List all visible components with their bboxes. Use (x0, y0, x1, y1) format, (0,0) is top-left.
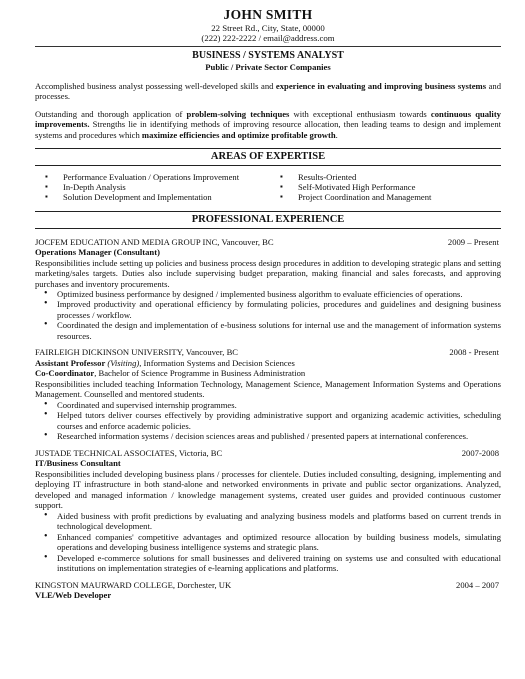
job-description: Responsibilities included teaching Information Technology, Management Science, Management Information Systems and Operations Management. Counselled and mentored students. (35, 378, 501, 400)
phone-email: (222) 222-2222 / email@address.com (201, 33, 335, 44)
job-dates: 2009 – Present (447, 236, 499, 247)
company: KINGSTON MAURWARD COLLEGE, Dorchester, UK (35, 579, 232, 590)
achievement-item: • Coordinated the design and implementation of e-business solutions for internal use and the management of information systems resources. (35, 320, 501, 341)
title-block (35, 50, 501, 73)
job-dates: 2007-2008 (461, 447, 499, 458)
job-dates: 2008 - Present (449, 347, 499, 358)
achievement-item: • Helped tutors deliver courses effectively by providing administrative support and organizing academic activities, scheduling courses and enforce academic policies. (35, 410, 501, 431)
expertise-item: ▪ Results-Oriented (280, 172, 431, 182)
resume-header (35, 8, 501, 44)
job-header (35, 448, 501, 458)
address: 22 Street Rd., City, State, 00000 (211, 22, 325, 33)
expertise-item: ▪ Performance Evaluation / Operations Improvement (45, 172, 280, 182)
resume-title: BUSINESS / SYSTEMS ANALYST (192, 49, 344, 61)
achievement-item: • Coordinated and supervised internship programmes. (35, 400, 501, 410)
achievement-item: • Improved productivity and operational efficiency by formulating policies, procedures and guidelines and designing business processes / workflow. (35, 299, 501, 320)
job-entry-kingston (35, 580, 501, 601)
header-divider (35, 46, 501, 47)
job-achievements (35, 289, 501, 341)
job-role: Assistant Professor (Visiting), Information Systems and Decision Sciences (35, 357, 295, 368)
achievement-item: • Optimized business performance by designed / implemented business algorithm to evaluate efficiencies of operations. (35, 289, 501, 299)
summary-paragraph-2: Outstanding and thorough application of problem-solving techniques with exceptional enthusiasm towards continuous quality improvements. Strengths lie in identifying methods of improving resource allocation, then leading teams to design and implement systems and procedures which maximize efficiencies and optimize profitable growth. (35, 108, 501, 140)
job-header (35, 347, 501, 357)
expertise-heading: AREAS OF EXPERTISE (35, 148, 501, 166)
company: JUSTADE TECHNICAL ASSOCIATES, Victoria, BC (35, 447, 223, 458)
expertise-column-1 (45, 172, 280, 203)
job-role: VLE/Web Developer (35, 590, 112, 601)
job-header (35, 580, 501, 590)
job-achievements (35, 400, 501, 442)
expertise-item: ▪ In-Depth Analysis (45, 182, 280, 192)
company: FAIRLEIGH DICKINSON UNIVERSITY, Vancouver, BC (35, 347, 239, 358)
expertise-item: ▪ Self-Motivated High Performance (280, 182, 431, 192)
job-header (35, 237, 501, 247)
job-description: Responsibilities included developing business plans / processes for clientele. Duties included consulting, designing, implementing and deploying IT infrastructure in both stand-alone and networked environments in private and public sector organizations. Analyzed, developed and managed information / knowledge management systems, created user guides and provided continuous customer support. (35, 468, 501, 511)
job-description: Responsibilities include setting up policies and business process design procedures in addition to developing strategic plans and setting marketing/sales targets. Duties also include supervising budget preparation, making financial and sales forecasts, and approving purchases and inventory procurements. (35, 257, 501, 289)
job-dates: 2004 – 2007 (456, 579, 499, 590)
candidate-name: JOHN SMITH (223, 7, 313, 22)
achievement-item: • Aided business with profit predictions by evaluating and analyzing business models and platforms based on current trends in technological development. (35, 511, 501, 532)
job-role: IT/Business Consultant (35, 458, 121, 469)
achievement-item: • Developed e-commerce solutions for small businesses and delivered training on systems use and consulted with educational institutions on implementation strategies of e-learning applications and platforms. (35, 553, 501, 574)
job-role: Operations Manager (Consultant) (35, 247, 160, 258)
company: JOCFEM EDUCATION AND MEDIA GROUP INC, Vancouver, BC (35, 236, 274, 247)
summary-paragraph-1: Accomplished business analyst possessing well-developed skills and experience in evaluating and improving business systems and processes. (35, 80, 501, 102)
job-role-secondary: Co-Coordinator, Bachelor of Science Programme in Business Administration (35, 368, 306, 379)
expertise-column-2 (280, 172, 431, 203)
achievement-item: • Enhanced companies' competitive advantages and optimized resource allocation by building business models, simulating operations and developing business intelligence systems and strategic plans. (35, 532, 501, 553)
expertise-item: ▪ Solution Development and Implementation (45, 192, 280, 202)
job-achievements (35, 511, 501, 574)
job-entry-jocfem (35, 237, 501, 342)
job-entry-justade (35, 448, 501, 574)
achievement-item: • Researched information systems / decision sciences areas and published / presented papers at international conferences. (35, 431, 501, 441)
expertise-item: ▪ Project Coordination and Management (280, 192, 431, 202)
expertise-list (45, 172, 501, 203)
job-entry-fairleigh (35, 347, 501, 441)
resume-subtitle: Public / Private Sector Companies (205, 62, 331, 73)
experience-heading: PROFESSIONAL EXPERIENCE (35, 211, 501, 229)
